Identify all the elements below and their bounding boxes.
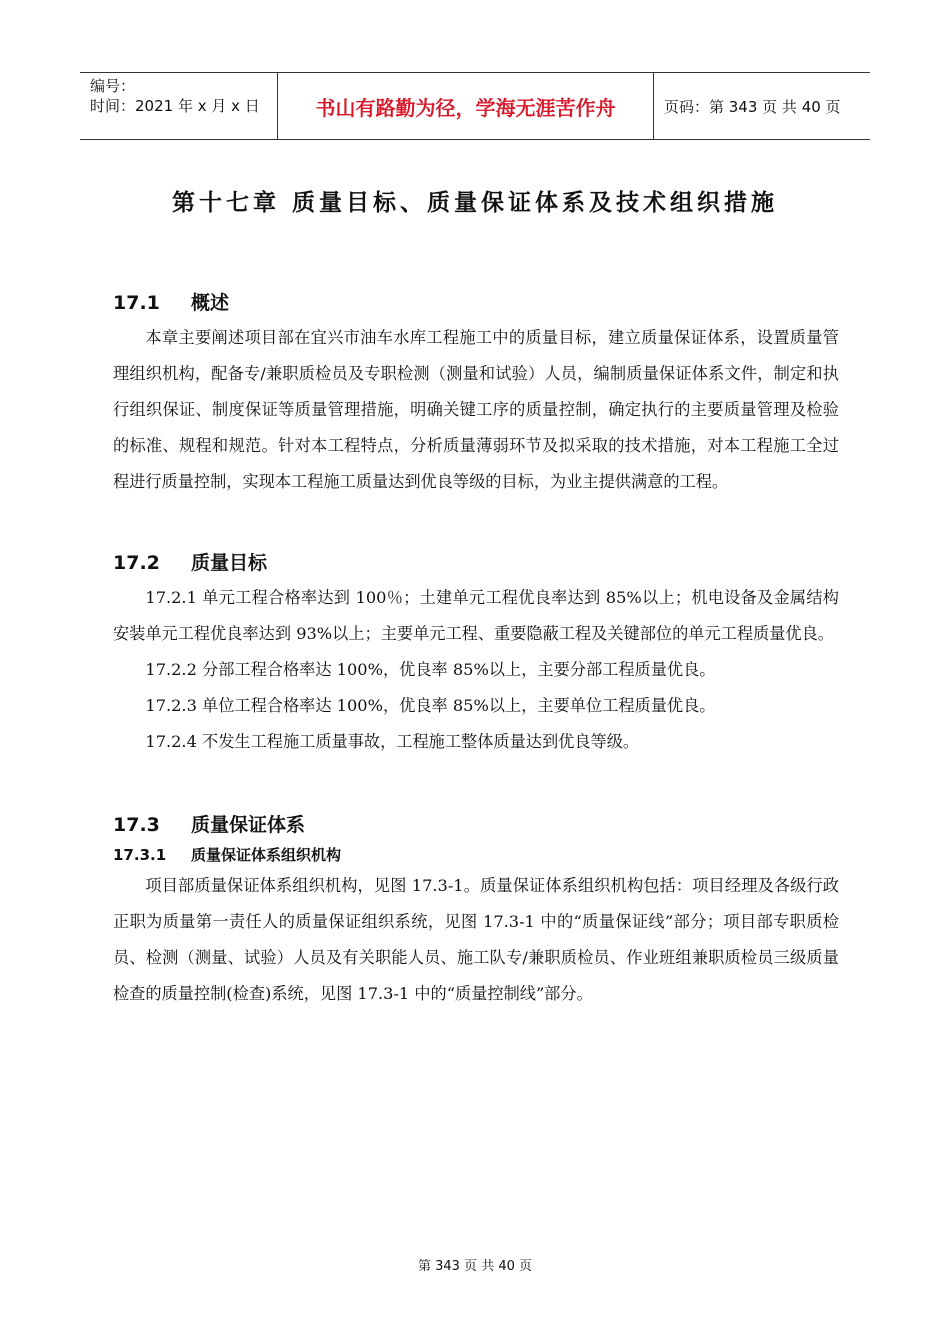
paragraph: 17.2.4 不发生工程施工质量事故，工程施工整体质量达到优良等级。 (145, 732, 640, 751)
header-page-info: 页码：第 343 页 共 40 页 (664, 97, 841, 116)
subsection-heading-17-3-1 (113, 842, 839, 868)
section-number: 17.1 (113, 292, 160, 314)
page-header (80, 72, 870, 140)
section-title: 质量保证体系 (191, 814, 306, 836)
section-number: 17.3 (113, 814, 160, 836)
page-footer: 第 343 页 共 40 页 (417, 1259, 533, 1274)
section-heading-17-1 (113, 286, 839, 320)
document-number-label: 编号： (90, 77, 136, 95)
section-heading-17-3 (113, 808, 839, 842)
section-number: 17.2 (113, 552, 160, 574)
section-title: 概述 (191, 292, 230, 314)
paragraph: 17.2.3 单位工程合格率达 100%，优良率 85%以上，主要单位工程质量优良。 (145, 696, 716, 715)
header-motto: 书山有路勤为径，学海无涯苦作舟 (278, 73, 654, 139)
section-heading-17-2 (113, 546, 839, 580)
paragraph: 17.2.2 分部工程合格率达 100%，优良率 85%以上，主要分部工程质量优良。 (145, 660, 716, 679)
subsection-number: 17.3.1 (113, 846, 167, 864)
header-meta (80, 73, 278, 139)
paragraph: 本章主要阐述项目部在宜兴市油车水库工程施工中的质量目标，建立质量保证体系，设置质量管理组织机构，配备专/兼职质检员及专职检测（测量和试验）人员，编制质量保证体系文件，制定和执行组织保证、制度保证等质量管理措施，明确关键工序的质量控制，确定执行的主要质量管理及检验的标准、规程和规范。针对本工程特点，分析质量薄弱环节及拟采取的技术措施，对本工程施工全过程进行质量控制，实现本工程施工质量达到优良等级的目标，为业主提供满意的工程。 (113, 328, 839, 491)
document-date: 时间：2021 年 x 月 x 日 (90, 97, 260, 115)
chapter-title: 第十七章 质量目标、质量保证体系及技术组织措施 (171, 190, 778, 216)
document-body (113, 286, 839, 1012)
paragraph: 项目部质量保证体系组织机构，见图 17.3-1。质量保证体系组织机构包括：项目经理及各级行政正职为质量第一责任人的质量保证组织系统，见图 17.3-1 中的“质量保证线”部分；项目部专职质检员、检测（测量、试验）人员及有关职能人员、施工队专/兼职质检员、作业班组兼职质检员三级质量检查的质量控制(检查)系统，见图 17.3-1 中的“质量控制线”部分。 (113, 876, 839, 1003)
section-title: 质量目标 (191, 552, 268, 574)
paragraph: 17.2.1 单元工程合格率达到 100％；土建单元工程优良率达到 85%以上；机电设备及金属结构安装单元工程优良率达到 93%以上；主要单元工程、重要隐蔽工程及关键部位的单元工程质量优良。 (113, 588, 839, 643)
subsection-title: 质量保证体系组织机构 (191, 846, 342, 864)
